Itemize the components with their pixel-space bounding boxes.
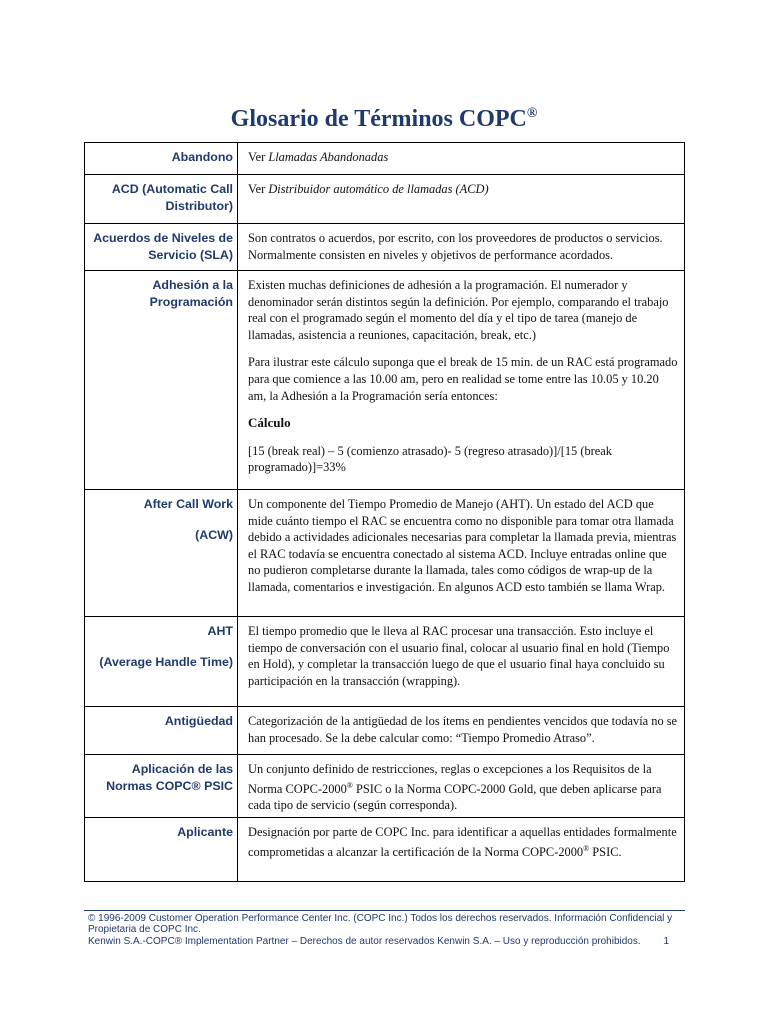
definition-text: Son contratos o acuerdos, por escrito, con los proveedores de productos o servicios. Normalmente consisten en niveles y objetivos de performance acordados.	[248, 231, 663, 262]
definition-cell	[238, 818, 685, 882]
term-cell	[85, 175, 238, 224]
definition-cell	[238, 755, 685, 818]
glossary-row-aplicacion	[85, 755, 685, 818]
glossary-row-aht	[85, 617, 685, 707]
definition-text: El tiempo promedio que le lleva al RAC procesar una transacción. Esto incluye el tiempo de conversación con el usuario final, colocar al usuario final en hold (Tiempo en Hold), y completar la transacción luego de que el usuario final haya concluido su participación en la transacción (wrapping).	[248, 624, 670, 688]
definition-text-cont: PSIC.	[589, 844, 622, 859]
term-label: Abandono	[171, 150, 233, 164]
definition-text: Designación por parte de COPC Inc. para identificar a aquellas entidades formalmente comprometidas a alcanzar la certificación de la Norma COPC-2000	[248, 825, 677, 859]
term-cell	[85, 707, 238, 755]
calculation-formula: [15 (break real) – 5 (comienzo atrasado)- 5 (regreso atrasado)]/[15 (break programado)]=33%	[248, 443, 612, 475]
term-cell	[85, 143, 238, 175]
registered-mark: ®	[583, 843, 590, 853]
term-label: AHT	[207, 624, 233, 638]
footer-divider	[84, 910, 685, 911]
definition-paragraph: Existen muchas definiciones de adhesión a la programación. El numerador y denominador serán distintos según la definición. Por ejemplo, comparando el trabajo real con el programado según el momento del día y el tipo de tarea (manejo de llamadas, asistencia a reuniones, capacitación, break, etc.)	[248, 278, 669, 342]
calculation-heading: Cálculo	[248, 415, 291, 431]
glossary-row-acd	[85, 175, 685, 224]
title-text: Glosario de Términos COPC	[230, 106, 527, 132]
term-cell	[85, 818, 238, 882]
registered-mark: ®	[346, 780, 353, 790]
definition-cell	[238, 707, 685, 755]
definition-cell	[238, 271, 685, 490]
partner-notice	[88, 936, 685, 947]
copyright-notice: © 1996-2009 Customer Operation Performance Center Inc. (COPC Inc.) Todos los derechos reservados. Información Confidencial y Propietaria de COPC Inc.	[88, 913, 673, 936]
definition-text: Un conjunto definido de restricciones, reglas o excepciones a los Requisitos de la Norma COPC-2000	[248, 762, 652, 796]
term-label: After Call Work	[143, 497, 233, 511]
glossary-row-aplicante	[85, 818, 685, 882]
definition-prefix: Ver	[248, 150, 269, 164]
definition-cell	[238, 224, 685, 271]
cross-reference: Llamadas Abandonadas	[268, 150, 389, 164]
term-cell	[85, 755, 238, 818]
glossary-row-acw	[85, 490, 685, 617]
term-cell	[85, 224, 238, 271]
term-cell	[85, 490, 238, 617]
term-cell	[85, 271, 238, 490]
cross-reference: Distribuidor automático de llamadas (ACD)	[268, 182, 489, 196]
definition-cell	[238, 175, 685, 224]
definition-text: Categorización de la antigüedad de los ítems en pendientes vencidos que todavía no se han procesado. Se la debe calcular como: “Tiempo Promedio Atraso”.	[248, 714, 678, 745]
definition-text-cont: PSIC o la Norma COPC-2000 Gold, que deben aplicarse para cada tipo de servicio (según corresponda).	[248, 781, 662, 813]
glossary-table	[84, 142, 685, 882]
term-label: Adhesión a la Programación	[149, 278, 233, 309]
glossary-row-abandono	[85, 143, 685, 175]
definition-cell	[238, 617, 685, 707]
page-footer	[88, 913, 685, 947]
term-label: Acuerdos de Niveles de Servicio (SLA)	[93, 231, 233, 262]
definition-cell	[238, 490, 685, 617]
term-label: Aplicante	[177, 825, 233, 839]
term-label: Aplicación de las Normas COPC® PSIC	[106, 762, 233, 793]
definition-text: Un componente del Tiempo Promedio de Manejo (AHT). Un estado del ACD que mide cuánto tiempo el RAC se encuentra como no disponible para tomar otra llamada debido a actividades adicionales necesarias para completar la llamada previa, mientras el RAC todavía se encuentra conectado al sistema ACD. Incluye entradas online que no pudieron completarse durante la llamada, tales como códigos de wrap-up de la llamada, comentarios e investigación. En algunos ACD esto también se llama Wrap.	[248, 497, 677, 594]
term-abbreviation: (ACW)	[195, 528, 233, 542]
definition-cell	[238, 143, 685, 175]
definition-prefix: Ver	[248, 182, 269, 196]
glossary-row-antiguedad	[85, 707, 685, 755]
partner-text: Kenwin S.A.-COPC® Implementation Partner – Derechos de autor reservados Kenwin S.A. – Uso y reproducción prohibidos.	[88, 935, 641, 947]
glossary-row-sla	[85, 224, 685, 271]
term-cell	[85, 617, 238, 707]
term-label: ACD (Automatic Call Distributor)	[111, 182, 233, 213]
term-expansion: (Average Handle Time)	[99, 655, 233, 669]
page-title	[0, 106, 768, 133]
glossary-row-adhesion	[85, 271, 685, 490]
term-label: Antigüedad	[164, 714, 233, 728]
definition-paragraph: Para ilustrar este cálculo suponga que el break de 15 min. de un RAC está programado para que comience a las 10.00 am, pero en realidad se tome entre las 10.05 y 10.20 am, la Adhesión a la Programación sería entonces:	[248, 355, 678, 403]
registered-mark: ®	[526, 106, 538, 121]
page-number: 1	[663, 935, 669, 947]
